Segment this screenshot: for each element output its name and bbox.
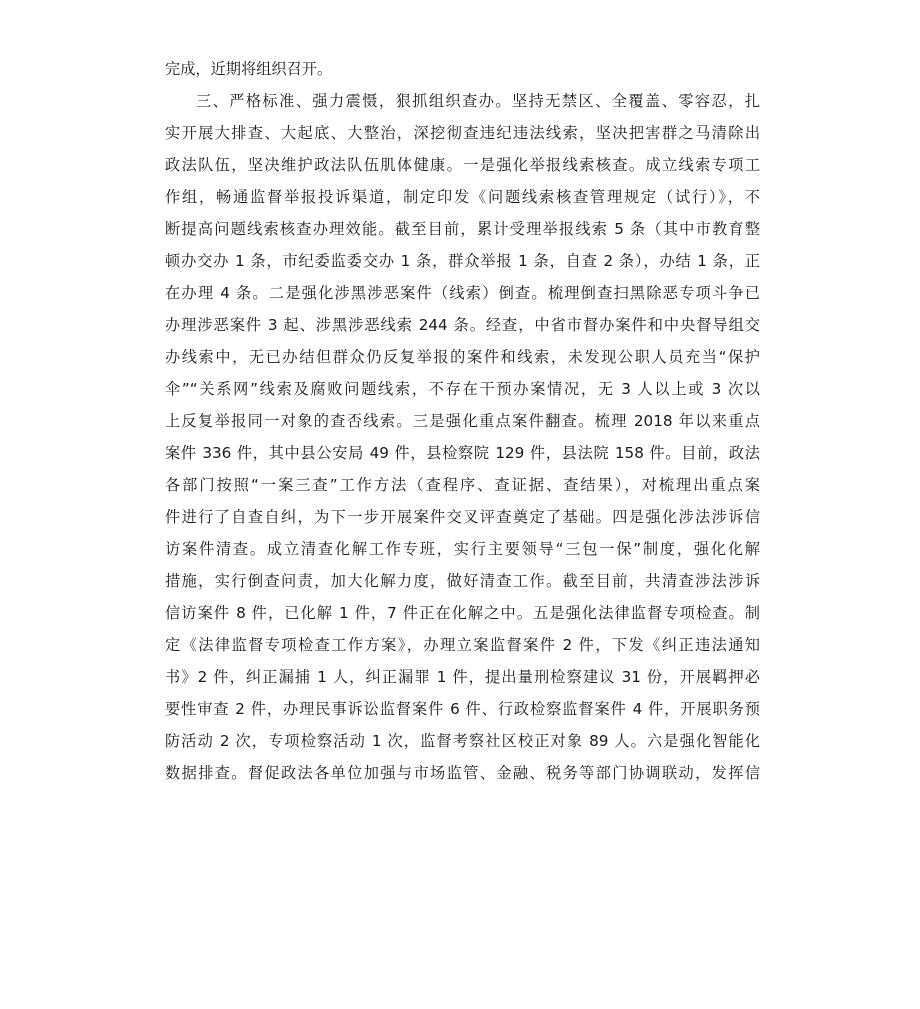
text-line: 数据排查。督促政法各单位加强与市场监管、金融、税务等部门协调联动，发挥信 (165, 764, 760, 782)
body-text (165, 53, 760, 789)
paragraph-first-line: 三、严格标准、强力震慑，狠抓组织查办。坚持无禁区、全覆盖、零容忍，扎 (196, 92, 760, 110)
text-line: 办理涉恶案件 3 起、涉黑涉恶线索 244 条。经查，中省市督办案件和中央督导组交 (165, 316, 760, 334)
text-line: 各部门按照“一案三查”工作方法（查程序、查证据、查结果），对梳理出重点案 (165, 476, 760, 494)
text-line: 信访案件 8 件，已化解 1 件，7 件正在化解之中。五是强化法律监督专项检查。制 (165, 604, 760, 622)
text-line: 案件 336 件，其中县公安局 49 件，县检察院 129 件，县法院 158 件。目前，政法 (165, 444, 760, 462)
text-line: 防活动 2 次，专项检察活动 1 次，监督考察社区校正对象 89 人。六是强化智能化 (165, 732, 760, 750)
text-line: 作组，畅通监督举报投诉渠道，制定印发《问题线索核查管理规定（试行）》，不 (165, 188, 760, 206)
text-line: 措施，实行倒查问责，加大化解力度，做好清查工作。截至目前，共清查涉法涉诉 (165, 572, 760, 590)
text-line: 要性审查 2 件，办理民事诉讼监督案件 6 件、行政检察监督案件 4 件，开展职务预 (165, 700, 760, 718)
text-line: 访案件清查。成立清查化解工作专班，实行主要领导“三包一保”制度，强化化解 (165, 540, 760, 558)
text-line: 伞”“关系网”线索及腐败问题线索，不存在干预办案情况，无 3 人以上或 3 次以 (165, 380, 760, 398)
text-line: 办线索中，无已办结但群众仍反复举报的案件和线索，未发现公职人员充当“保护 (165, 348, 760, 366)
text-line: 上反复举报同一对象的查否线索。三是强化重点案件翻查。梳理 2018 年以来重点 (165, 412, 760, 430)
text-line: 件进行了自查自纠，为下一步开展案件交叉评查奠定了基础。四是强化涉法涉诉信 (165, 508, 760, 526)
text-line: 定《法律监督专项检查工作方案》，办理立案监督案件 2 件，下发《纠正违法通知 (165, 636, 760, 654)
text-line: 完成，近期将组织召开。 (165, 60, 333, 78)
text-line: 政法队伍，坚决维护政法队伍肌体健康。一是强化举报线索核查。成立线索专项工 (165, 156, 760, 174)
text-line: 断提高问题线索核查办理效能。截至目前，累计受理举报线索 5 条（其中市教育整 (165, 220, 760, 238)
text-line: 实开展大排查、大起底、大整治，深挖彻查违纪违法线索，坚决把害群之马清除出 (165, 124, 760, 142)
text-line: 在办理 4 条。二是强化涉黑涉恶案件（线索）倒查。梳理倒查扫黑除恶专项斗争已 (165, 284, 760, 302)
text-line: 顿办交办 1 条，市纪委监委交办 1 条，群众举报 1 条，自查 2 条），办结 1 条，正 (165, 252, 760, 270)
text-line: 书》2 件，纠正漏捕 1 人，纠正漏罪 1 件，提出量刑检察建议 31 份，开展羁押必 (165, 668, 760, 686)
